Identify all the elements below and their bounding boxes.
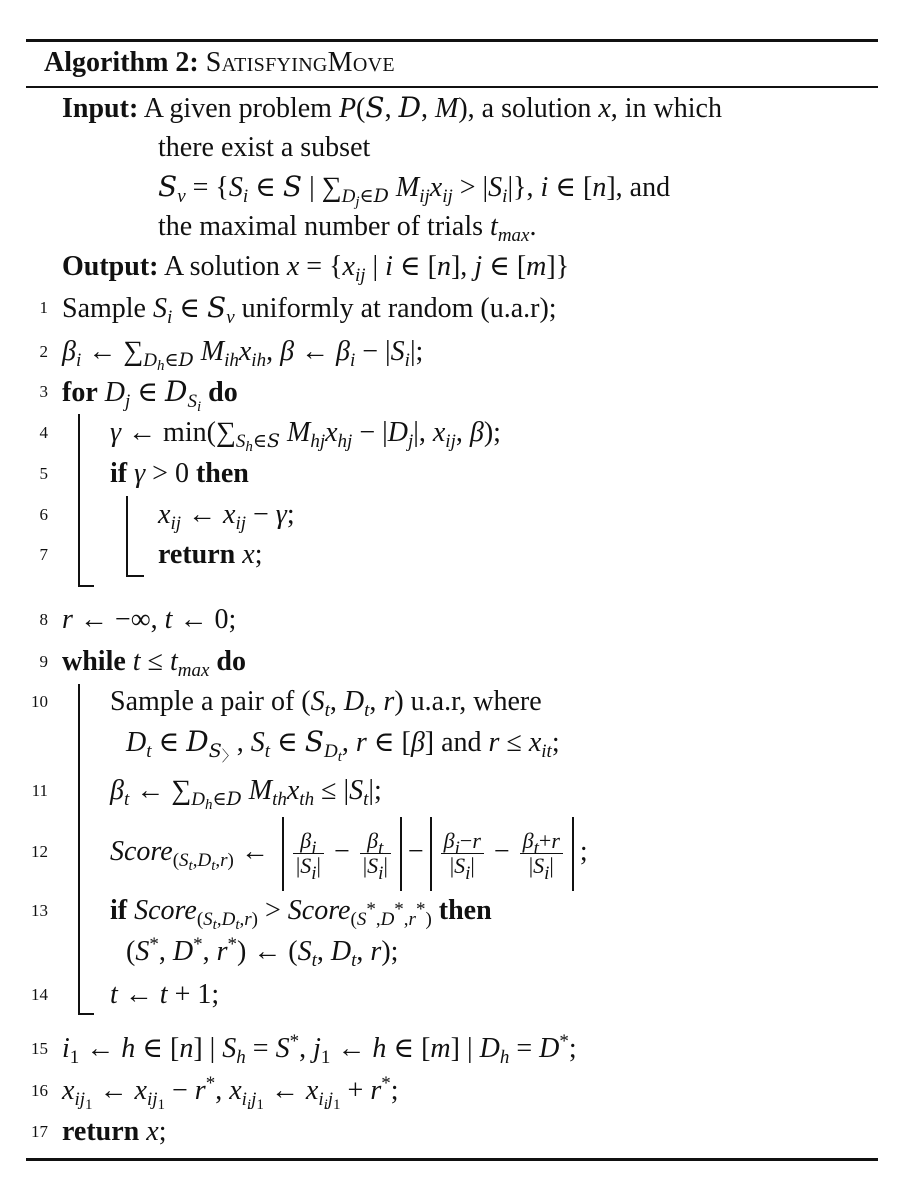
line-4: γ ← $\min(\sum_{S_h\in S}$ $M_{hj}x_{hj} - |D_j|$, $x_{ij}$, β); (110, 417, 501, 455)
line-number: 15 (31, 1039, 48, 1058)
for-block-bar (78, 414, 80, 586)
line-number: 11 (31, 781, 48, 800)
bottom-rule (26, 1158, 878, 1161)
line-number: 17 (31, 1122, 48, 1141)
line-number: 3 (39, 382, 48, 401)
line-1: Sample $S_i$ ∈ $S_v$ uniformly at random (u.a.r); (62, 291, 557, 328)
input-label: Input: (62, 93, 139, 124)
line-8: r ← −∞, t ← 0; (62, 604, 237, 635)
line-11: $\beta_t$ ← $\sum_{D_h\in D}$ $M_{th}x_{th} \le |S_t|$; (110, 775, 382, 813)
line-15: $i_1$ ← h ∈ [n] | $S_h = S^*$, $j_1$ ← h ∈ [m] | $D_h = D^*$; (62, 1031, 577, 1068)
line-number: 2 (39, 342, 48, 361)
line-number: 12 (31, 842, 48, 861)
algorithm-title (44, 46, 395, 80)
output-line: Output: A solution $x = \{x_{ij}$ | i ∈ [n], j ∈ [m]} (62, 251, 570, 286)
while-block-end (78, 1013, 94, 1015)
line-10: Sample a pair of ($S_t$, $D_t$, r) u.a.r, where (110, 686, 542, 721)
line-10-cont: $D_t$ ∈ $D_{S_〉}$, $S_t$ ∈ $S_{D_t}$, r ∈ [β] and $r \le x_{it}$; (126, 725, 560, 765)
line-number: 13 (31, 901, 48, 920)
if-block-bar (126, 496, 128, 576)
while-block-bar (78, 684, 80, 1014)
line-number: 1 (39, 298, 48, 317)
line-12: Score$_{(S_t,D_t,r)}$ ← $\frac{\beta_i}{|S_i|}$ − $\frac{\beta_t}{|S_i|}$ − $\frac{\beta_i-r}{|S_i|}$ − $\frac{\beta_t+r}{|S_i|}$ ; (110, 812, 588, 892)
header-rule (26, 86, 878, 88)
line-16: $x_{ij_1}$ ← $x_{ij_1} - r^*$, $x_{i_ij_1}$ ← $x_{i_ij_1} + r^*$; (62, 1073, 399, 1113)
line-number: 16 (31, 1081, 48, 1100)
top-rule (26, 39, 878, 42)
line-14: t ← t + 1; (110, 979, 220, 1010)
input-line-1: Input: A given problem P(S, D, M), a solution x, in which (62, 91, 722, 124)
input-line-3: $S_v = \{S_i$ ∈ S | $\sum_{D_j\in D}$ $M_{ij}x_{ij} > |S_i|$}, i ∈ [n], and (158, 170, 671, 210)
algorithm-label: Algorithm 2: (44, 47, 199, 78)
line-13-cont: (S*, D*, r*) ← ($S_t$, $D_t$, r); (126, 934, 399, 971)
line-13: if Score$_{(S_t,D_t,r)}$ > Score$_{(S^*,D^*,r^*)}$ then (110, 895, 492, 933)
line-number: 8 (39, 610, 48, 629)
line-number: 6 (39, 505, 48, 524)
input-line-2: there exist a subset (158, 132, 371, 163)
line-number: 5 (39, 464, 48, 483)
line-number: 9 (39, 652, 48, 671)
line-number: 7 (39, 545, 48, 564)
line-number: 10 (31, 692, 48, 711)
for-block-end (78, 585, 94, 587)
line-3: for $D_j$ ∈ $D_{S_i}$ do (62, 375, 238, 415)
line-number: 14 (31, 985, 48, 1004)
input-line-4: the maximal number of trials $t_{max}$. (158, 211, 537, 246)
algorithm-name: SatisfyingMove (205, 47, 395, 78)
line-7: return x; (158, 539, 263, 570)
output-label: Output: (62, 251, 159, 282)
line-number: 4 (39, 423, 48, 442)
line-5: if γ > 0 then (110, 458, 249, 489)
if-block-end (126, 575, 144, 577)
line-6: $x_{ij}$ ← $x_{ij} - \gamma$; (158, 499, 295, 534)
line-2: $\beta_i$ ← $\sum_{D_h\in D}$ $M_{ih}x_{ih}$, β ← $\beta_i - |S_i|$; (62, 336, 424, 374)
line-9: while $t \le t_{max}$ do (62, 646, 246, 681)
line-17: return x; (62, 1116, 167, 1147)
